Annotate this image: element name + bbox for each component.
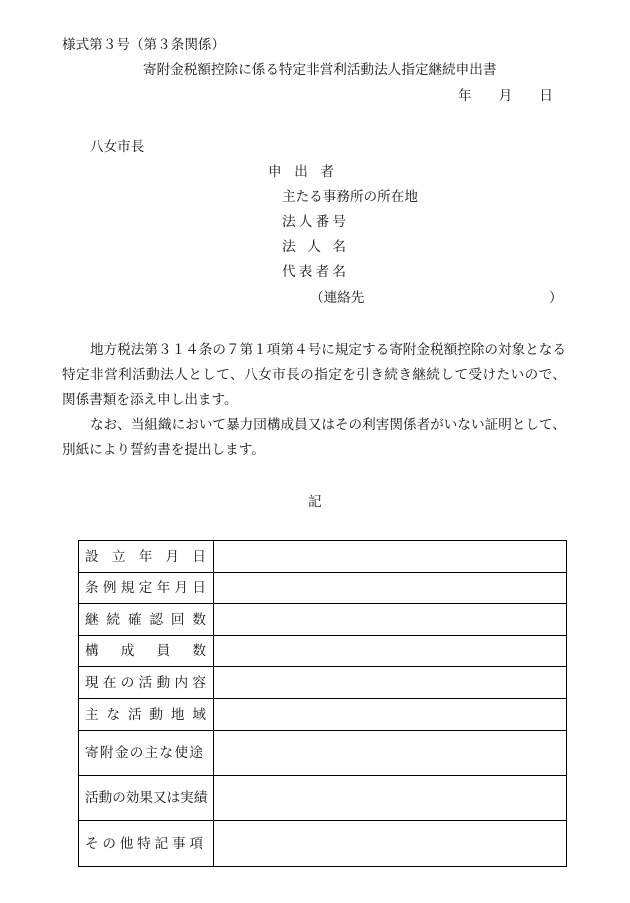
table-row-label [85,834,203,854]
label-char: 日 [539,88,553,104]
table-row [79,604,566,636]
table-row-label [85,705,206,725]
label-char: 人 [298,214,313,230]
label-char: 継 [85,611,99,628]
label-char: 員 [156,643,171,659]
table-row-label [85,578,206,598]
label-char: 果 [139,790,153,806]
label-char: 主 [144,745,159,761]
label-char: 月 [498,88,513,104]
label-char: 設 [85,548,99,565]
label-char: 年 [156,580,171,596]
office-location-label: 主たる事務所の所在地 [282,189,418,205]
table-row-label [85,673,206,693]
table-row-label [85,743,203,763]
label-char: の [102,835,116,852]
body-line: 地方税法第３１４条の７第１項第４号に規定する寄附金税額控除の対象となる [90,342,566,358]
label-char: 動 [149,706,163,723]
label-char: 年 [138,548,153,565]
table-row-label [85,547,206,567]
table-label-cell [79,731,214,775]
body-line: なお、当組織において暴力団構成員又はその利害関係者がいない証明として、 [90,417,566,433]
label-char: 法 [282,239,296,255]
label-char: 特 [137,835,151,852]
label-char: 年 [458,88,472,104]
table-value-cell [214,667,566,698]
table-row [79,821,566,866]
table-value-cell [214,776,566,820]
contact-close-bracket: ） [549,290,563,306]
label-char: 成 [120,643,135,659]
label-char: な [159,745,174,761]
representative-name-label [282,262,346,282]
label-char: 附 [99,745,114,761]
label-char: 動 [156,674,171,691]
label-char: 月 [165,548,180,565]
label-char: 数 [192,643,206,659]
label-char: 在 [102,674,117,691]
label-char: 使 [174,745,189,761]
corporation-name-label [282,237,346,257]
table-label-cell [79,821,214,866]
label-char: 途 [189,745,203,761]
label-char: 回 [170,611,185,628]
table-value-cell [214,636,566,666]
table-row [79,573,566,604]
label-char: 規 [120,580,135,596]
label-char: 活 [127,706,142,723]
label-char: の [112,790,126,806]
label-char: の [120,674,135,691]
label-char: 番 [315,214,330,230]
body-line: 特定非営利活動法人として、八女市長の指定を引き続き継続して受けたいので、 [62,367,566,383]
table-row-label [85,610,206,630]
label-char: 構 [85,643,99,659]
label-char: 動 [98,790,113,806]
label-char: 績 [193,790,208,806]
label-char: 活 [138,674,153,691]
table-value-cell [214,699,566,730]
body-line: 関係書類を添え申し出ます。 [62,392,238,408]
date-line [458,86,553,106]
label-char: 寄 [85,745,99,761]
table-value-cell [214,573,566,603]
addressee: 八女市長 [90,139,145,155]
table-value-cell [214,541,566,572]
form-number: 様式第３号（第３条関係） [62,37,226,53]
label-char: 現 [85,674,99,691]
table-row [79,667,566,699]
details-table [78,540,567,867]
document-title: 寄附金税額控除に係る特定非営利活動法人指定継続申出書 [143,62,497,78]
label-char: 号 [332,214,346,230]
table-value-cell [214,731,566,775]
label-char: 名 [332,264,346,280]
label-char: 出 [294,164,308,180]
label-char: 域 [192,706,206,723]
label-char: 他 [119,835,134,852]
table-label-cell [79,604,214,635]
table-label-cell [79,636,214,666]
label-char: 代 [282,264,296,280]
label-char: 申 [268,164,282,180]
label-char: 金 [114,745,129,761]
label-char: 項 [189,835,203,852]
label-char: 又 [152,790,167,806]
table-row [79,731,566,776]
table-row [79,541,566,573]
section-mark: 記 [308,494,322,510]
label-char: 人 [307,239,321,255]
table-value-cell [214,821,566,866]
table-row [79,776,566,821]
label-char: 表 [298,264,313,280]
label-char: 活 [85,790,99,806]
contact-label: （連絡先 [310,290,365,306]
label-char: 条 [85,580,99,596]
table-value-cell [214,604,566,635]
label-char: の [129,745,144,761]
label-char: 者 [315,264,330,280]
label-char: 事 [171,835,186,852]
label-char: 数 [192,611,206,628]
table-row-label [85,641,206,661]
table-row-label [85,788,206,808]
label-char: な [106,706,121,723]
table-row [79,636,566,667]
label-char: 実 [180,790,194,806]
label-char: 日 [192,548,206,565]
label-char: 日 [192,580,206,596]
table-label-cell [79,667,214,698]
label-char: 立 [111,548,126,565]
label-char: 月 [174,580,189,596]
table-row [79,699,566,731]
label-char: 地 [170,706,185,723]
label-char: そ [85,835,99,852]
body-line: 別紙により誓約書を提出します。 [62,442,265,458]
table-label-cell [79,776,214,820]
label-char: 記 [154,835,169,852]
label-char: は [166,790,181,806]
label-char: 続 [106,611,121,628]
label-char: 法 [282,214,296,230]
table-label-cell [79,573,214,603]
label-char: 者 [320,164,334,180]
label-char: 容 [192,674,206,691]
label-char: 内 [174,674,189,691]
label-char: 効 [125,790,140,806]
applicant-heading [268,162,334,182]
corporate-number-label [282,212,346,232]
table-label-cell [79,699,214,730]
label-char: 確 [127,611,142,628]
label-char: 定 [138,580,153,596]
label-char: 主 [85,706,99,723]
label-char: 認 [149,611,163,628]
label-char: 例 [102,580,117,596]
table-label-cell [79,541,214,572]
label-char: 名 [332,239,346,255]
